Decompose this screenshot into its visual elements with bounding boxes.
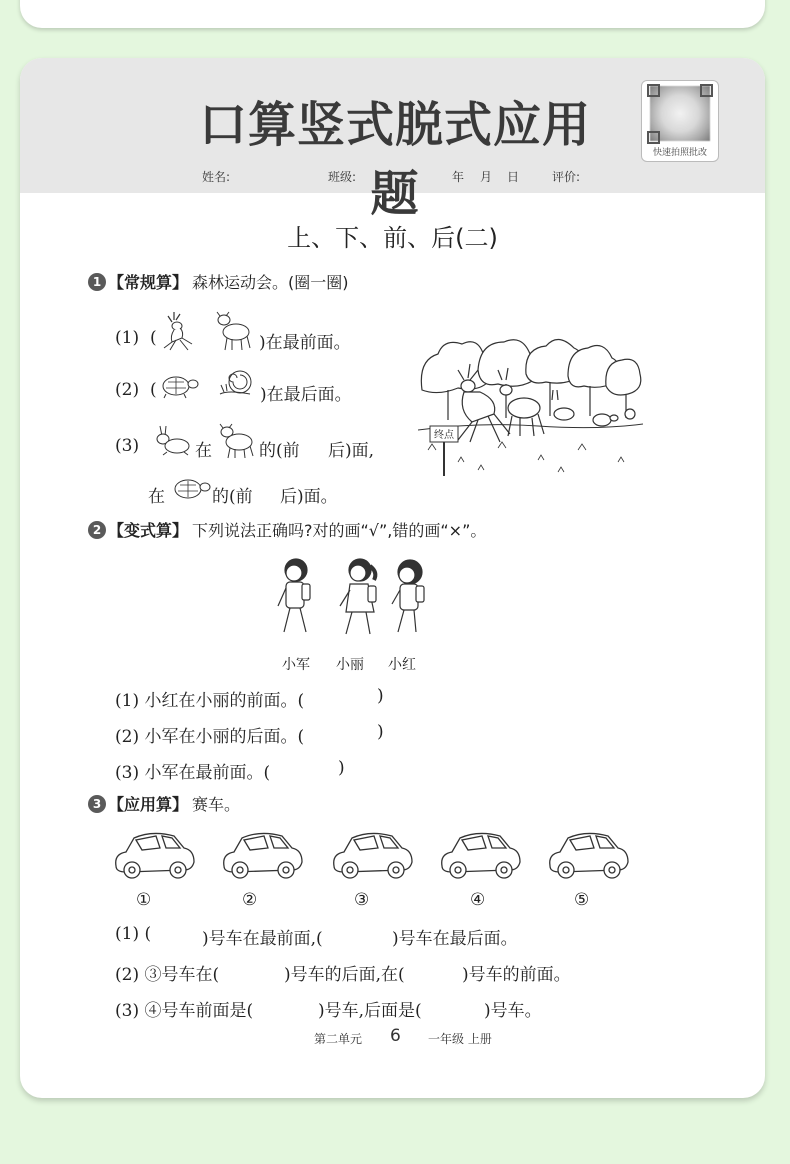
q2-item-1: (1) 小红在小丽的前面。( xyxy=(115,691,305,711)
section-title: 上、下、前、后(二) xyxy=(287,224,498,252)
rabbit-icon xyxy=(152,424,192,456)
month-label: 月 xyxy=(480,170,493,184)
q1-item-2-text: )在最后面。 xyxy=(260,385,352,405)
q3-item-1-a: (1) ( xyxy=(115,924,152,944)
previous-page-edge xyxy=(20,0,765,28)
q3-item-3-c: )号车。 xyxy=(484,1001,542,1021)
qr-code[interactable] xyxy=(641,80,719,162)
worksheet-page xyxy=(20,58,765,1098)
car-number: ④ xyxy=(470,890,486,910)
question-tag: 【应用算】 xyxy=(108,795,189,814)
q1-paren-open: ( xyxy=(150,380,157,400)
question-2-header xyxy=(88,518,486,541)
finish-sign-text: 终点 xyxy=(434,430,454,441)
q3-item-2-c: )号车的前面。 xyxy=(462,965,571,985)
question-number: 3 xyxy=(88,795,106,813)
question-number: 2 xyxy=(88,521,106,539)
q3-item-2-b: )号车的后面,在( xyxy=(284,965,405,985)
forest-race-scene xyxy=(418,330,643,480)
question-text: 森林运动会。(圈一圈) xyxy=(192,273,349,292)
question-tag: 【变式算】 xyxy=(108,521,189,540)
car-number: ③ xyxy=(354,890,370,910)
turtle-icon xyxy=(158,372,200,400)
qr-caption: 快速拍照批改 xyxy=(652,148,707,158)
question-number: 1 xyxy=(88,273,106,291)
page-header xyxy=(20,58,765,222)
turtle-icon xyxy=(170,476,212,502)
class-label: 班级: xyxy=(328,170,357,184)
q3-item-3-b: )号车,后面是( xyxy=(318,1001,422,1021)
q1-item-3-end: 后)面, xyxy=(328,441,375,461)
q3-item-3-a: (3) ④号车前面是( xyxy=(115,1001,254,1021)
q2-item-2: (2) 小军在小丽的后面。( xyxy=(115,727,305,747)
lamb-icon xyxy=(217,420,257,460)
child-name: 小红 xyxy=(388,657,416,673)
car-number: ⑤ xyxy=(574,890,590,910)
footer-unit: 第二单元 xyxy=(314,1032,363,1046)
q1-item-3-choice: 的(前 xyxy=(259,441,300,461)
q1-item-number: (3) xyxy=(115,436,140,456)
q1-item-4-end: 后)面。 xyxy=(280,487,338,507)
q3-item-1-b: )号车在最前面,( xyxy=(202,929,323,949)
q1-item-3-mid: 在 xyxy=(195,441,212,461)
q1-item-4-choice: 的(前 xyxy=(212,487,253,507)
three-children-walking xyxy=(272,556,432,648)
deer-jumping-icon xyxy=(160,308,196,352)
child-name: 小军 xyxy=(282,657,310,673)
child-name: 小丽 xyxy=(336,657,364,673)
footer-grade: 一年级 上册 xyxy=(428,1032,492,1046)
name-label: 姓名: xyxy=(202,170,231,184)
q2-item-3: (3) 小军在最前面。( xyxy=(115,763,271,783)
question-1-header xyxy=(88,270,349,293)
question-text: 下列说法正确吗?对的画“√”,错的画“×”。 xyxy=(192,521,487,540)
page-number: 6 xyxy=(390,1026,401,1046)
q1-item-4-start: 在 xyxy=(148,487,165,507)
year-label: 年 xyxy=(452,170,465,184)
question-tag: 【常规算】 xyxy=(108,273,189,292)
snail-icon xyxy=(218,368,258,400)
car-number: ① xyxy=(136,890,152,910)
q3-item-2-a: (2) ③号车在( xyxy=(115,965,220,985)
question-text: 赛车。 xyxy=(192,795,241,814)
q2-item-2-close: ) xyxy=(377,722,384,742)
q1-paren-open: ( xyxy=(150,328,157,348)
car-number: ② xyxy=(242,890,258,910)
day-label: 日 xyxy=(507,170,520,184)
lamb-icon xyxy=(214,308,254,352)
q1-item-1-text: )在最前面。 xyxy=(259,333,351,353)
rating-label: 评价: xyxy=(552,170,581,184)
q1-item-number: (2) xyxy=(115,380,140,400)
page-title: 口算竖式脱式应用题 xyxy=(198,97,591,222)
q2-item-1-close: ) xyxy=(377,686,384,706)
q3-item-1-c: )号车在最后面。 xyxy=(392,929,518,949)
q2-item-3-close: ) xyxy=(338,758,345,778)
q1-item-number: (1) xyxy=(115,328,140,348)
question-3-header xyxy=(88,792,240,815)
race-cars-row xyxy=(112,826,632,884)
